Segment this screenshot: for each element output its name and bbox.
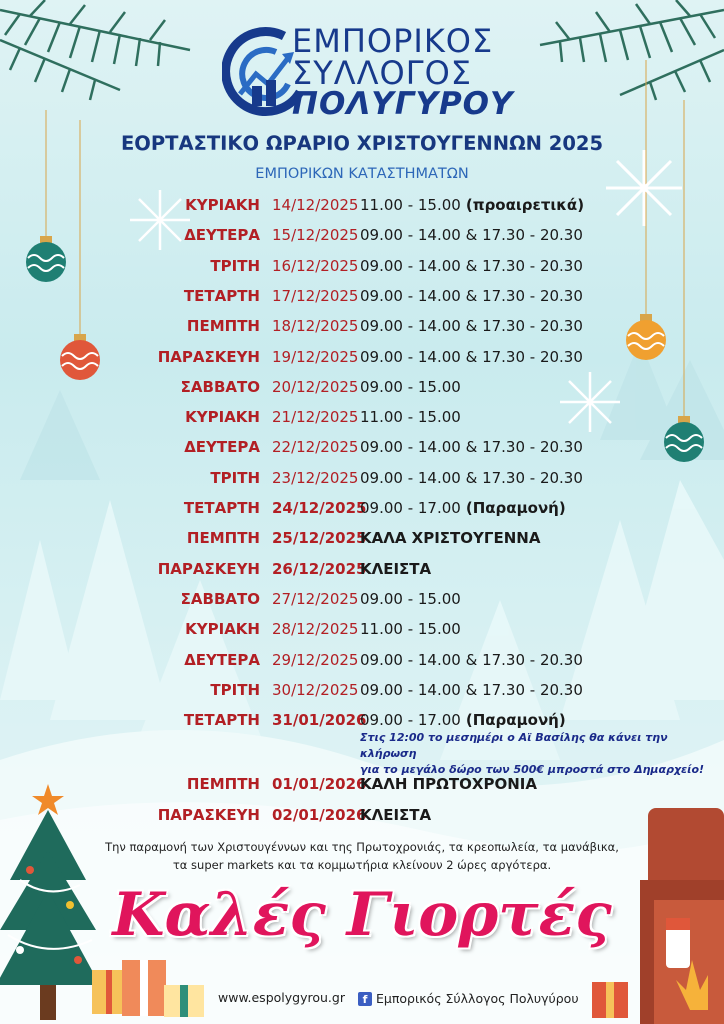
schedule-row bbox=[0, 378, 724, 404]
schedule-row bbox=[0, 348, 724, 374]
logo-line-1: ΕΜΠΟΡΙΚΟΣ bbox=[292, 22, 494, 60]
schedule-date: 02/01/2026 bbox=[272, 805, 367, 824]
schedule-extra: (προαιρετικά) bbox=[465, 196, 585, 214]
schedule-row bbox=[0, 711, 724, 777]
schedule-row bbox=[0, 287, 724, 313]
schedule-day: ΤΕΤΑΡΤΗ bbox=[183, 499, 260, 517]
schedule-hours-text: 09.00 - 15.00 bbox=[360, 589, 461, 608]
schedule-hours-text: 09.00 - 14.00 & 17.30 - 20.30 bbox=[360, 650, 583, 669]
schedule-day: ΤΕΤΑΡΤΗ bbox=[183, 711, 260, 730]
schedule-row bbox=[0, 681, 724, 707]
schedule-hours-text: 09.00 - 14.00 & 17.30 - 20.30 bbox=[360, 438, 583, 457]
schedule-day: ΠΑΡΑΣΚΕΥΗ bbox=[157, 559, 260, 578]
pine-branch-right bbox=[540, 0, 724, 100]
schedule-row bbox=[0, 620, 724, 646]
schedule-date: 25/12/2025 bbox=[272, 529, 367, 548]
schedule-date: 15/12/2025 bbox=[272, 226, 359, 245]
schedule-date: 26/12/2025 bbox=[272, 559, 367, 578]
schedule-row bbox=[0, 408, 724, 434]
schedule-date: 19/12/2025 bbox=[272, 347, 359, 366]
schedule-date: 31/01/2026 bbox=[272, 711, 367, 730]
schedule-date: 23/12/2025 bbox=[272, 468, 359, 487]
schedule-row bbox=[0, 226, 724, 252]
schedule-hours-text: 09.00 - 14.00 & 17.30 - 20.30 bbox=[360, 347, 583, 366]
schedule-hours-text: ΚΑΛΑ ΧΡΙΣΤΟΥΓΕΝΝΑ bbox=[360, 529, 541, 548]
schedule-row bbox=[0, 806, 724, 832]
schedule-day: ΔΕΥΤΕΡΑ bbox=[184, 226, 260, 245]
facebook-link[interactable] bbox=[358, 988, 579, 1007]
schedule-hours-text: ΚΑΛΗ ΠΡΩΤΟΧΡΟΝΙΑ bbox=[360, 775, 537, 794]
schedule-hours bbox=[360, 469, 583, 487]
schedule-hours bbox=[360, 560, 431, 578]
schedule-hours-text: ΚΛΕΙΣΤΑ bbox=[360, 805, 432, 824]
schedule-hours bbox=[360, 620, 461, 638]
schedule-hours-text: 09.00 - 17.00 bbox=[360, 499, 461, 517]
schedule-row bbox=[0, 651, 724, 677]
schedule-hours bbox=[360, 590, 461, 608]
schedule-row bbox=[0, 438, 724, 464]
schedule-hours bbox=[360, 287, 583, 305]
schedule-hours-text: 09.00 - 14.00 & 17.30 - 20.30 bbox=[360, 317, 583, 336]
schedule-hours-text: 09.00 - 14.00 & 17.30 - 20.30 bbox=[360, 468, 583, 487]
facebook-label: Εμπορικός Σύλλογος Πολυγύρου bbox=[376, 991, 579, 1006]
schedule-hours-text: 11.00 - 15.00 bbox=[360, 196, 461, 214]
schedule-day: ΤΕΤΑΡΤΗ bbox=[183, 286, 260, 305]
schedule-hours-text: 09.00 - 15.00 bbox=[360, 377, 461, 396]
page-subtitle: ΕΜΠΟΡΙΚΩΝ ΚΑΤΑΣΤΗΜΑΤΩΝ bbox=[255, 166, 469, 182]
schedule-hours bbox=[360, 806, 431, 824]
schedule-date: 22/12/2025 bbox=[272, 438, 359, 457]
schedule-day: ΣΑΒΒΑΤΟ bbox=[180, 377, 260, 396]
association-logo bbox=[222, 22, 512, 122]
greeting: Καλές Γιορτές bbox=[112, 880, 612, 950]
schedule-day: ΠΕΜΠΤΗ bbox=[186, 529, 260, 548]
schedule-date: 30/12/2025 bbox=[272, 680, 359, 699]
schedule-row bbox=[0, 257, 724, 283]
schedule-hours bbox=[360, 651, 583, 669]
schedule-row bbox=[0, 317, 724, 343]
schedule-day: ΠΑΡΑΣΚΕΥΗ bbox=[157, 347, 260, 366]
schedule-hours bbox=[360, 317, 583, 335]
footnote-line: Την παραμονή των Χριστουγέννων και της Πρωτοχρονιάς, τα κρεοπωλεία, τα μανάβικα, bbox=[105, 840, 619, 854]
schedule-hours-text: 09.00 - 14.00 & 17.30 - 20.30 bbox=[360, 286, 583, 305]
schedule-hours bbox=[360, 681, 583, 699]
schedule-extra: (Παραμονή) bbox=[465, 711, 566, 730]
schedule-hours bbox=[360, 348, 583, 366]
schedule-hours-text: 09.00 - 14.00 & 17.30 - 20.30 bbox=[360, 680, 583, 699]
schedule-date: 18/12/2025 bbox=[272, 317, 359, 336]
schedule-date: 20/12/2025 bbox=[272, 377, 359, 396]
schedule-date: 16/12/2025 bbox=[272, 256, 359, 275]
schedule-hours-text: 09.00 - 14.00 & 17.30 - 20.30 bbox=[360, 256, 583, 275]
schedule-date: 17/12/2025 bbox=[272, 286, 359, 305]
schedule-hours bbox=[360, 438, 583, 456]
schedule-day: ΠΑΡΑΣΚΕΥΗ bbox=[157, 805, 260, 824]
schedule-day: ΠΕΜΠΤΗ bbox=[186, 317, 260, 336]
schedule-row bbox=[0, 775, 724, 801]
schedule-date: 24/12/2025 bbox=[272, 499, 367, 517]
footnote-line: τα super markets και τα κομμωτήρια κλείνουν 2 ώρες αργότερα. bbox=[172, 858, 552, 872]
schedule-day: ΔΕΥΤΕΡΑ bbox=[184, 650, 260, 669]
schedule-date: 29/12/2025 bbox=[272, 650, 359, 669]
facebook-icon: f bbox=[358, 992, 372, 1006]
schedule-row bbox=[0, 529, 724, 555]
schedule-day: ΔΕΥΤΕΡΑ bbox=[184, 438, 260, 457]
schedule-hours-text: ΚΛΕΙΣΤΑ bbox=[360, 559, 432, 578]
schedule-row bbox=[0, 499, 724, 525]
schedule-row bbox=[0, 560, 724, 586]
schedule-date: 21/12/2025 bbox=[272, 408, 359, 427]
schedule-hours bbox=[360, 196, 584, 214]
pine-branch-left bbox=[0, 0, 190, 100]
schedule-hours-text: 11.00 - 15.00 bbox=[360, 408, 461, 427]
schedule-note bbox=[360, 730, 720, 778]
schedule-hours bbox=[360, 499, 566, 517]
schedule-hours-text: 11.00 - 15.00 bbox=[360, 620, 461, 639]
footnote bbox=[100, 838, 624, 874]
schedule-hours bbox=[360, 775, 537, 793]
schedule-day: ΤΡΙΤΗ bbox=[210, 256, 260, 275]
schedule-row bbox=[0, 469, 724, 495]
page-title: ΕΟΡΤΑΣΤΙΚΟ ΩΡΑΡΙΟ ΧΡΙΣΤΟΥΓΕΝΝΩΝ 2025 bbox=[120, 132, 604, 155]
schedule-date: 27/12/2025 bbox=[272, 589, 359, 608]
schedule-hours bbox=[360, 226, 583, 244]
schedule-hours bbox=[360, 378, 461, 396]
schedule-hours bbox=[360, 529, 540, 547]
schedule-row bbox=[0, 590, 724, 616]
schedule-day: ΤΡΙΤΗ bbox=[210, 680, 260, 699]
logo-line-3: ΠΟΛΥΓΥΡΟΥ bbox=[292, 86, 514, 122]
schedule-note-line: Στις 12:00 το μεσημέρι ο Αϊ Βασίλης θα κάνει την κλήρωση bbox=[360, 731, 668, 761]
schedule-hours bbox=[360, 711, 566, 729]
website-link[interactable]: www.espolygyrou.gr bbox=[218, 990, 345, 1005]
schedule-extra: (Παραμονή) bbox=[465, 499, 566, 517]
schedule-day: ΚΥΡΙΑΚΗ bbox=[185, 196, 260, 214]
schedule-note-line: για το μεγάλο δώρο των 500€ μπροστά στο Δημαρχείο! bbox=[360, 763, 705, 777]
schedule-date: 14/12/2025 bbox=[272, 196, 359, 214]
logo-line-2: ΣΥΛΛΟΓΟΣ bbox=[292, 54, 472, 92]
schedule-day: ΚΥΡΙΑΚΗ bbox=[185, 620, 260, 639]
schedule-hours bbox=[360, 257, 583, 275]
schedule-day: ΤΡΙΤΗ bbox=[210, 468, 260, 487]
schedule-hours-text: 09.00 - 14.00 & 17.30 - 20.30 bbox=[360, 226, 583, 245]
schedule-hours-text: 09.00 - 17.00 bbox=[360, 711, 461, 730]
schedule-day: ΠΕΜΠΤΗ bbox=[186, 775, 260, 794]
schedule-row bbox=[0, 196, 724, 222]
schedule-date: 01/01/2026 bbox=[272, 775, 367, 794]
schedule-day: ΣΑΒΒΑΤΟ bbox=[180, 589, 260, 608]
schedule-day: ΚΥΡΙΑΚΗ bbox=[185, 408, 260, 427]
schedule-hours bbox=[360, 408, 461, 426]
schedule-date: 28/12/2025 bbox=[272, 620, 359, 639]
